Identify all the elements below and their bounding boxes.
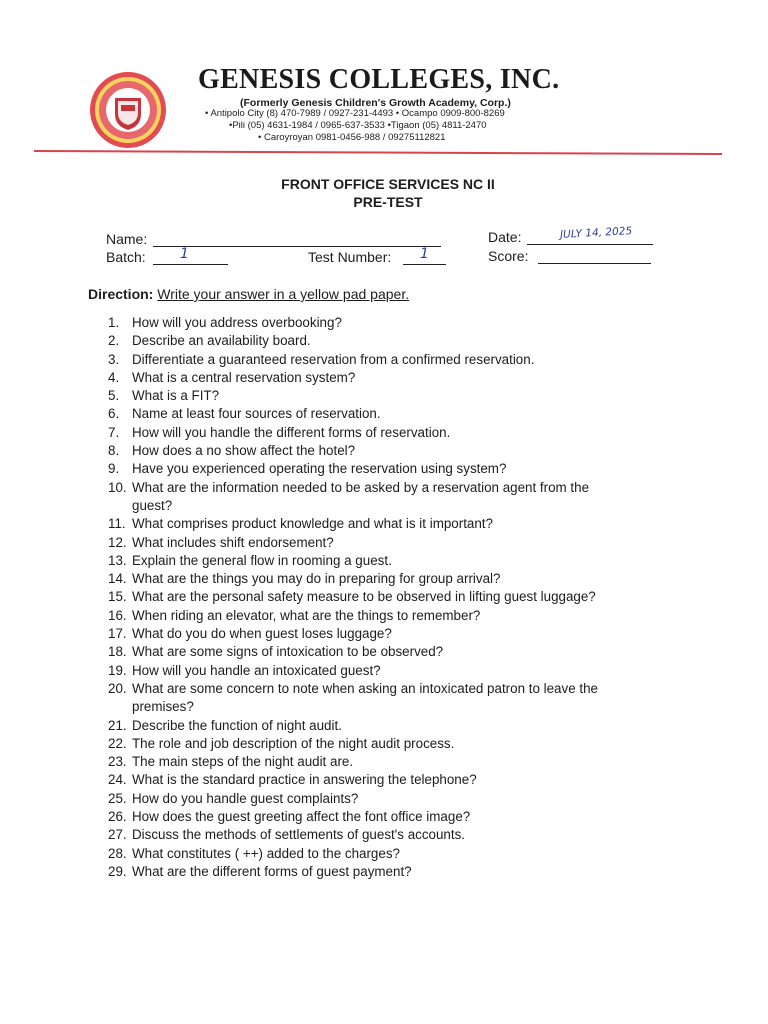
question-text: Have you experienced operating the reservation using system? bbox=[132, 461, 507, 477]
question-number: 3. bbox=[108, 351, 120, 367]
question-item bbox=[108, 790, 598, 808]
address-line-3: • Caroyroyan 0981-0456-988 / 09275112821 bbox=[258, 132, 446, 143]
question-item bbox=[108, 570, 598, 588]
address-line-1: • Antipolo City (8) 470-7989 / 0927-231-4493 • Ocampo 0909-800-8269 bbox=[205, 108, 505, 119]
date-value: JULY 14, 2025 bbox=[559, 225, 633, 241]
name-label: Name: bbox=[106, 231, 148, 247]
question-text: Discuss the methods of settlements of guest's accounts. bbox=[132, 827, 466, 843]
direction-text: Write your answer in a yellow pad paper. bbox=[157, 286, 410, 302]
question-number: 15. bbox=[108, 589, 127, 605]
school-name: GENESIS COLLEGES, INC. bbox=[198, 64, 560, 95]
question-text: How does the guest greeting affect the font office image? bbox=[132, 809, 471, 825]
question-text: Describe the function of night audit. bbox=[132, 717, 342, 733]
test-number-label: Test Number: bbox=[308, 249, 392, 265]
date-label: Date: bbox=[488, 229, 522, 245]
question-number: 4. bbox=[108, 369, 120, 385]
question-number: 9. bbox=[108, 461, 120, 477]
question-item bbox=[108, 424, 598, 442]
question-number: 11. bbox=[108, 516, 126, 532]
question-number: 12. bbox=[108, 534, 127, 550]
question-item bbox=[108, 552, 598, 570]
question-item bbox=[108, 351, 598, 369]
question-text: How does a no show affect the hotel? bbox=[132, 443, 356, 459]
question-text: What are some signs of intoxication to be observed? bbox=[132, 644, 444, 660]
question-number: 24. bbox=[108, 772, 127, 788]
question-text: When riding an elevator, what are the things to remember? bbox=[132, 607, 481, 623]
question-item bbox=[108, 479, 598, 516]
question-item bbox=[108, 442, 598, 460]
direction bbox=[88, 286, 409, 302]
course-title: FRONT OFFICE SERVICES NC II bbox=[281, 176, 495, 192]
question-number: 25. bbox=[108, 790, 127, 806]
question-number: 8. bbox=[108, 443, 120, 459]
question-item bbox=[108, 771, 598, 789]
question-text: What are the different forms of guest payment? bbox=[132, 863, 412, 879]
question-item bbox=[108, 369, 598, 387]
question-number: 26. bbox=[108, 809, 127, 825]
question-number: 5. bbox=[108, 388, 120, 404]
question-number: 1. bbox=[108, 315, 120, 330]
batch-label: Batch: bbox=[106, 249, 146, 265]
question-item bbox=[108, 662, 598, 680]
batch-line bbox=[153, 264, 228, 265]
question-text: The role and job description of the night audit process. bbox=[132, 735, 455, 751]
question-item bbox=[108, 808, 598, 826]
question-number: 22. bbox=[108, 735, 127, 751]
question-text: What are the things you may do in preparing for group arrival? bbox=[132, 571, 501, 587]
score-label: Score: bbox=[488, 248, 529, 264]
question-text: How will you handle an intoxicated guest? bbox=[132, 662, 381, 678]
question-item bbox=[108, 845, 598, 863]
question-number: 17. bbox=[108, 626, 127, 642]
question-item bbox=[108, 643, 598, 661]
question-text: Describe an availability board. bbox=[132, 333, 311, 349]
question-text: Name at least four sources of reservation. bbox=[132, 406, 381, 422]
question-item bbox=[108, 753, 598, 771]
question-item bbox=[108, 314, 598, 332]
address-line-2: •Pili (05) 4631-1984 / 0965-637-3533 •Tigaon (05) 4811-2470 bbox=[229, 120, 487, 131]
header-divider bbox=[34, 150, 722, 155]
question-item bbox=[108, 332, 598, 350]
question-text: What do you do when guest loses luggage? bbox=[132, 626, 392, 642]
question-number: 28. bbox=[108, 845, 127, 861]
question-number: 29. bbox=[108, 863, 127, 879]
question-number: 27. bbox=[108, 827, 127, 843]
question-text: What includes shift endorsement? bbox=[132, 534, 334, 550]
question-item bbox=[108, 717, 598, 735]
question-item bbox=[108, 735, 598, 753]
question-text: What is the standard practice in answering the telephone? bbox=[132, 772, 477, 788]
question-item bbox=[108, 607, 598, 625]
question-text: What are some concern to note when asking an intoxicated patron to leave the bbox=[132, 680, 598, 696]
name-line bbox=[153, 246, 441, 247]
question-text: What is a FIT? bbox=[132, 388, 220, 404]
question-item bbox=[108, 387, 598, 405]
question-item bbox=[108, 515, 598, 533]
question-item bbox=[108, 460, 598, 478]
former-name: (Formerly Genesis Children's Growth Academy, Corp.) bbox=[240, 97, 511, 109]
question-number: 13. bbox=[108, 552, 127, 568]
score-line bbox=[538, 263, 651, 264]
question-item bbox=[108, 863, 598, 881]
question-text: What are the information needed to be asked by a reservation agent from the bbox=[132, 479, 590, 495]
question-number: 19. bbox=[108, 662, 127, 678]
question-text: Differentiate a guaranteed reservation from a confirmed reservation. bbox=[132, 351, 535, 367]
question-item bbox=[108, 625, 598, 643]
date-line bbox=[527, 244, 653, 245]
question-number: 10. bbox=[108, 479, 127, 495]
question-number: 18. bbox=[108, 644, 127, 660]
question-text: What comprises product knowledge and what is it important? bbox=[132, 516, 493, 532]
test-number-value: 1 bbox=[420, 246, 429, 262]
school-seal-logo bbox=[88, 70, 168, 150]
question-number: 23. bbox=[108, 754, 127, 770]
test-number-line bbox=[403, 264, 446, 265]
question-number: 21. bbox=[108, 717, 127, 733]
question-text: How will you handle the different forms of reservation. bbox=[132, 424, 451, 440]
question-number: 14. bbox=[108, 571, 127, 587]
question-item bbox=[108, 680, 598, 717]
question-item bbox=[108, 826, 598, 844]
question-list bbox=[108, 314, 598, 881]
question-item bbox=[108, 405, 598, 423]
question-text: What are the personal safety measure to be observed in lifting guest luggage? bbox=[132, 589, 596, 605]
question-number: 20. bbox=[108, 680, 127, 696]
question-number: 2. bbox=[108, 333, 120, 349]
question-text: The main steps of the night audit are. bbox=[132, 754, 354, 770]
question-text: How do you handle guest complaints? bbox=[132, 790, 359, 806]
test-title: PRE-TEST bbox=[353, 194, 423, 210]
question-text: How will you address overbooking? bbox=[132, 315, 342, 330]
question-text-continued: guest? bbox=[132, 497, 173, 513]
question-number: 6. bbox=[108, 406, 120, 422]
question-text: What constitutes ( ++) added to the charges? bbox=[132, 845, 400, 861]
question-text-continued: premises? bbox=[132, 699, 194, 715]
batch-value: 1 bbox=[180, 246, 189, 262]
question-text: What is a central reservation system? bbox=[132, 369, 356, 385]
direction-label: Direction: bbox=[88, 286, 154, 302]
question-number: 16. bbox=[108, 607, 127, 623]
question-text: Explain the general flow in rooming a guest. bbox=[132, 552, 392, 568]
question-number: 7. bbox=[108, 424, 120, 440]
question-item bbox=[108, 534, 598, 552]
question-item bbox=[108, 588, 598, 606]
